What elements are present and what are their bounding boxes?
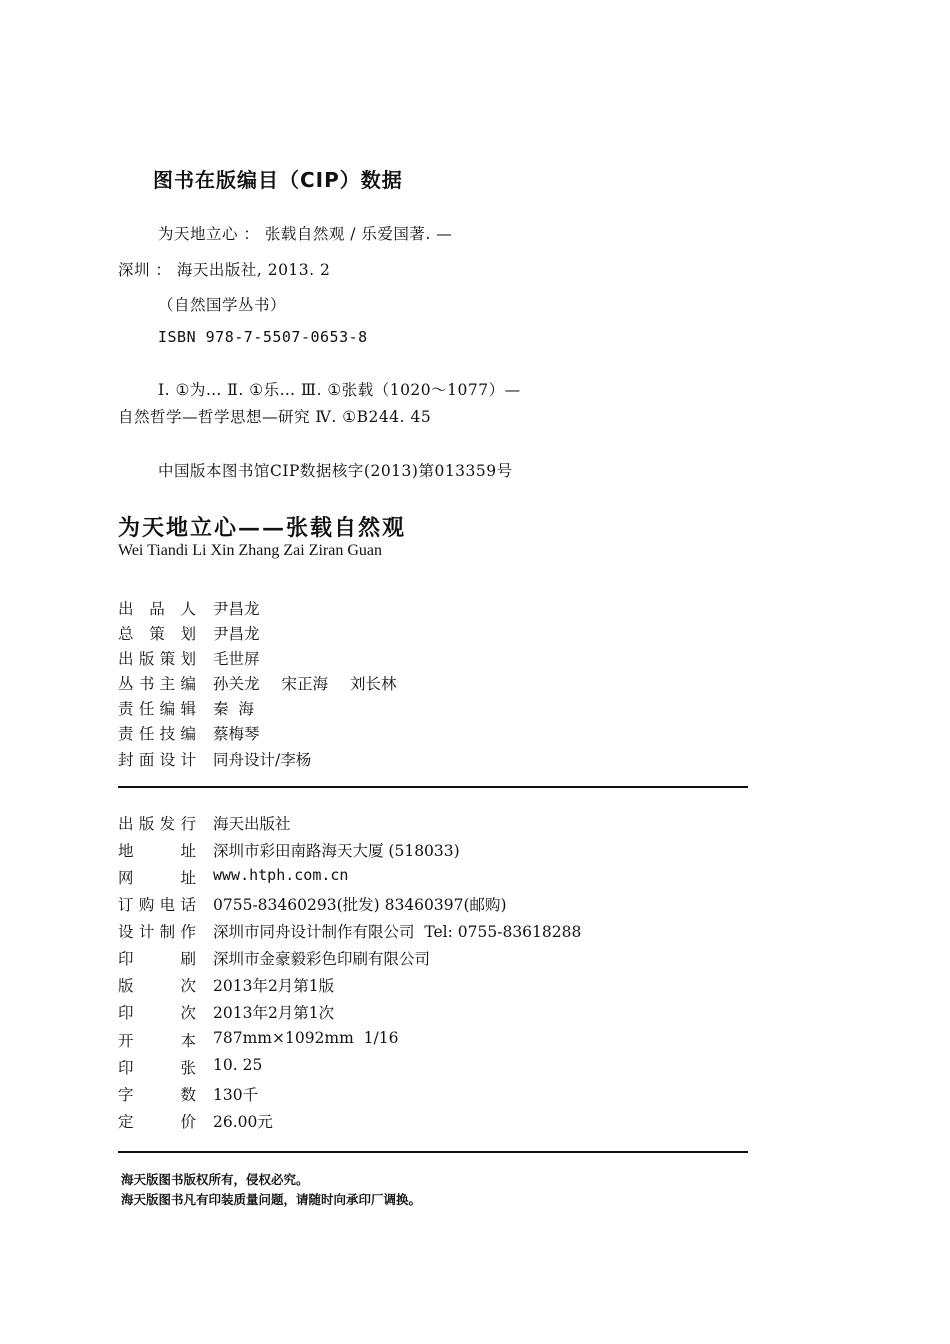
publishing-row <box>118 1029 399 1051</box>
credit-row <box>118 672 397 694</box>
publishing-value: 深圳市彩田南路海天大厦 (518033) <box>213 842 460 860</box>
publishing-value: 787mm×1092mm 1/16 <box>213 1029 399 1047</box>
credit-value: 秦 海 <box>213 700 254 718</box>
quality-notice: 海天版图书凡有印装质量问题，请随时向承印厂调换。 <box>121 1192 422 1207</box>
credit-label: 总策划 <box>118 625 196 643</box>
publishing-value: 2013年2月第1版 <box>213 977 335 995</box>
cip-classification-1: Ⅰ. ①为… Ⅱ. ①乐… Ⅲ. ①张载（1020～1077）— <box>158 381 521 399</box>
credit-value <box>213 672 397 694</box>
credit-row <box>118 722 260 744</box>
publishing-row <box>118 1001 335 1023</box>
publishing-row <box>118 920 582 942</box>
credit-value: 毛世屏 <box>213 650 260 668</box>
divider <box>118 786 748 788</box>
credit-label: 出品人 <box>118 600 196 618</box>
divider <box>118 1151 748 1153</box>
cip-heading: 图书在版编目（CIP）数据 <box>153 168 403 192</box>
publishing-label: 版次 <box>118 977 196 995</box>
publishing-label: 设计制作 <box>118 923 196 941</box>
cip-classification-2: 自然哲学—哲学思想—研究 Ⅳ. ①B244. 45 <box>118 408 432 426</box>
credit-row <box>118 697 254 719</box>
publishing-label: 字数 <box>118 1086 196 1104</box>
book-title-pinyin: Wei Tiandi Li Xin Zhang Zai Ziran Guan <box>118 542 382 559</box>
publishing-row <box>118 974 335 996</box>
publishing-label: 定价 <box>118 1113 196 1131</box>
publishing-row <box>118 947 431 969</box>
editor-name: 孙关龙 <box>213 675 260 693</box>
credit-row <box>118 647 260 669</box>
publishing-label: 出版发行 <box>118 815 196 833</box>
cip-publisher-line: 深圳 ： 海天出版社, 2013. 2 <box>118 261 331 279</box>
publishing-value: 深圳市同舟设计制作有限公司 Tel: 0755-83618288 <box>213 923 582 941</box>
credit-value: 同舟设计/李杨 <box>213 751 312 769</box>
publishing-value: 26.00元 <box>213 1113 273 1131</box>
credit-label: 出版策划 <box>118 650 196 668</box>
cip-series-line: （自然国学丛书） <box>158 296 287 314</box>
credit-value: 尹昌龙 <box>213 600 260 618</box>
publishing-row <box>118 839 460 861</box>
publishing-value: 2013年2月第1次 <box>213 1004 335 1022</box>
copyright-notice: 海天版图书版权所有，侵权必究。 <box>121 1172 309 1187</box>
credit-label: 责任技编 <box>118 725 196 743</box>
publishing-value: 海天出版社 <box>213 815 291 833</box>
publishing-value: 130千 <box>213 1086 259 1104</box>
credit-label: 丛书主编 <box>118 675 196 693</box>
publishing-row <box>118 866 349 888</box>
credit-row <box>118 622 260 644</box>
credit-value: 蔡梅琴 <box>213 725 260 743</box>
credit-label: 封面设计 <box>118 751 196 769</box>
credit-value: 尹昌龙 <box>213 625 260 643</box>
publishing-row <box>118 1056 263 1078</box>
credit-label: 责任编辑 <box>118 700 196 718</box>
publishing-label: 印张 <box>118 1059 196 1077</box>
cip-record-number: 中国版本图书馆CIP数据核字(2013)第013359号 <box>158 462 513 480</box>
publishing-label: 印次 <box>118 1004 196 1022</box>
publishing-value: 10. 25 <box>213 1056 263 1074</box>
book-title: 为天地立心——张载自然观 <box>118 515 407 541</box>
publishing-row <box>118 893 507 915</box>
cip-title-line: 为天地立心 ： 张载自然观 / 乐爱国著. — <box>158 225 453 243</box>
publishing-label: 订购电话 <box>118 896 196 914</box>
publishing-label: 印刷 <box>118 950 196 968</box>
publishing-value: 0755-83460293(批发) 83460397(邮购) <box>213 896 507 914</box>
publishing-value: 深圳市金豪毅彩色印刷有限公司 <box>213 950 431 968</box>
cip-isbn: ISBN 978-7-5507-0653-8 <box>158 328 368 346</box>
publishing-row <box>118 1083 259 1105</box>
publishing-value: www.htph.com.cn <box>213 866 349 884</box>
editor-name: 宋正海 <box>281 675 329 693</box>
publishing-row <box>118 1110 273 1132</box>
publishing-label: 开本 <box>118 1032 196 1050</box>
publishing-row <box>118 812 291 834</box>
credit-row <box>118 748 312 770</box>
publishing-label: 网址 <box>118 869 196 887</box>
publishing-label: 地址 <box>118 842 196 860</box>
credit-row <box>118 597 260 619</box>
editor-name: 刘长林 <box>350 675 397 693</box>
